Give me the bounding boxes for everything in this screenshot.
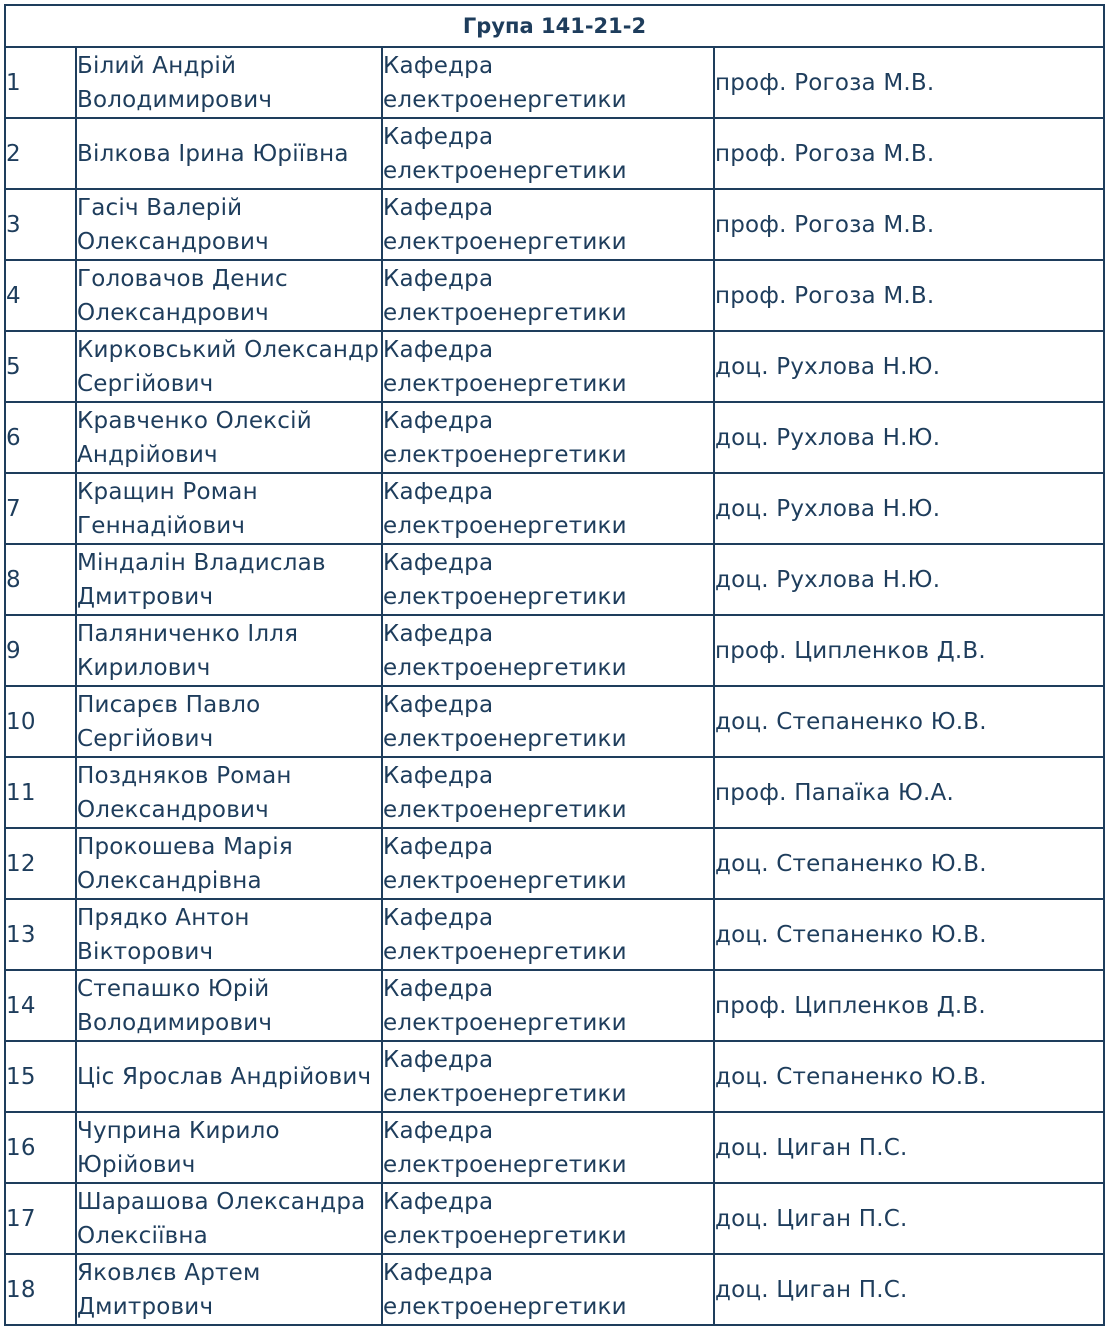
- group-table: [4, 4, 1105, 1326]
- student-name: Писарєв Павло Сергійович: [76, 686, 382, 757]
- student-name: Гасіч Валерій Олександрович: [76, 189, 382, 260]
- title-row: [5, 5, 1104, 47]
- row-number: 11: [5, 757, 76, 828]
- department: Кафедра електроенергетики: [382, 1183, 714, 1254]
- row-number: 7: [5, 473, 76, 544]
- row-number: 18: [5, 1254, 76, 1325]
- department: Кафедра електроенергетики: [382, 757, 714, 828]
- student-name: Кравченко Олексій Андрійович: [76, 402, 382, 473]
- student-name: Чуприна Кирило Юрійович: [76, 1112, 382, 1183]
- student-name: Шарашова Олександра Олексіївна: [76, 1183, 382, 1254]
- table-row: [5, 260, 1104, 331]
- supervisor: проф. Рогоза М.В.: [714, 118, 1104, 189]
- row-number: 14: [5, 970, 76, 1041]
- department: Кафедра електроенергетики: [382, 189, 714, 260]
- student-name: Степашко Юрій Володимирович: [76, 970, 382, 1041]
- supervisor: доц. Рухлова Н.Ю.: [714, 544, 1104, 615]
- student-name: Паляниченко Ілля Кирилович: [76, 615, 382, 686]
- student-name: Прядко Антон Вікторович: [76, 899, 382, 970]
- table-row: [5, 828, 1104, 899]
- supervisor: доц. Степаненко Ю.В.: [714, 828, 1104, 899]
- row-number: 4: [5, 260, 76, 331]
- table-row: [5, 1112, 1104, 1183]
- student-name: Поздняков Роман Олександрович: [76, 757, 382, 828]
- row-number: 12: [5, 828, 76, 899]
- supervisor: проф. Папаїка Ю.А.: [714, 757, 1104, 828]
- department: Кафедра електроенергетики: [382, 970, 714, 1041]
- supervisor: доц. Степаненко Ю.В.: [714, 899, 1104, 970]
- table-row: [5, 331, 1104, 402]
- supervisor: доц. Степаненко Ю.В.: [714, 1041, 1104, 1112]
- supervisor: доц. Рухлова Н.Ю.: [714, 331, 1104, 402]
- student-name: Міндалін Владислав Дмитрович: [76, 544, 382, 615]
- supervisor: доц. Циган П.С.: [714, 1254, 1104, 1325]
- row-number: 16: [5, 1112, 76, 1183]
- row-number: 8: [5, 544, 76, 615]
- table-row: [5, 757, 1104, 828]
- department: Кафедра електроенергетики: [382, 473, 714, 544]
- student-name: Кирковський Олександр Сергійович: [76, 331, 382, 402]
- supervisor: доц. Степаненко Ю.В.: [714, 686, 1104, 757]
- row-number: 3: [5, 189, 76, 260]
- student-name: Білий Андрій Володимирович: [76, 47, 382, 118]
- supervisor: доц. Циган П.С.: [714, 1112, 1104, 1183]
- supervisor: проф. Рогоза М.В.: [714, 260, 1104, 331]
- table-row: [5, 615, 1104, 686]
- supervisor: проф. Рогоза М.В.: [714, 189, 1104, 260]
- table-row: [5, 899, 1104, 970]
- table-row: [5, 1183, 1104, 1254]
- table-row: [5, 544, 1104, 615]
- table-row: [5, 1254, 1104, 1325]
- row-number: 9: [5, 615, 76, 686]
- table-row: [5, 47, 1104, 118]
- department: Кафедра електроенергетики: [382, 828, 714, 899]
- student-name: Вілкова Ірина Юріївна: [76, 118, 382, 189]
- student-name: Головачов Денис Олександрович: [76, 260, 382, 331]
- table-row: [5, 402, 1104, 473]
- department: Кафедра електроенергетики: [382, 1112, 714, 1183]
- row-number: 15: [5, 1041, 76, 1112]
- row-number: 1: [5, 47, 76, 118]
- department: Кафедра електроенергетики: [382, 402, 714, 473]
- row-number: 10: [5, 686, 76, 757]
- table-row: [5, 1041, 1104, 1112]
- department: Кафедра електроенергетики: [382, 260, 714, 331]
- table-row: [5, 970, 1104, 1041]
- table-row: [5, 118, 1104, 189]
- row-number: 5: [5, 331, 76, 402]
- supervisor: доц. Рухлова Н.Ю.: [714, 473, 1104, 544]
- student-name: Прокошева Марія Олександрівна: [76, 828, 382, 899]
- department: Кафедра електроенергетики: [382, 331, 714, 402]
- table-row: [5, 473, 1104, 544]
- group-title: Група 141-21-2: [5, 5, 1104, 47]
- department: Кафедра електроенергетики: [382, 615, 714, 686]
- department: Кафедра електроенергетики: [382, 118, 714, 189]
- department: Кафедра електроенергетики: [382, 1041, 714, 1112]
- supervisor: доц. Рухлова Н.Ю.: [714, 402, 1104, 473]
- supervisor: доц. Циган П.С.: [714, 1183, 1104, 1254]
- department: Кафедра електроенергетики: [382, 899, 714, 970]
- student-name: Цiс Ярослав Андрійович: [76, 1041, 382, 1112]
- department: Кафедра електроенергетики: [382, 1254, 714, 1325]
- table-body: [5, 47, 1104, 1325]
- row-number: 17: [5, 1183, 76, 1254]
- department: Кафедра електроенергетики: [382, 47, 714, 118]
- supervisor: проф. Ципленков Д.В.: [714, 970, 1104, 1041]
- table-row: [5, 189, 1104, 260]
- row-number: 13: [5, 899, 76, 970]
- row-number: 6: [5, 402, 76, 473]
- student-name: Яковлєв Артем Дмитрович: [76, 1254, 382, 1325]
- table-row: [5, 686, 1104, 757]
- supervisor: проф. Ципленков Д.В.: [714, 615, 1104, 686]
- department: Кафедра електроенергетики: [382, 544, 714, 615]
- student-name: Кращин Роман Геннадійович: [76, 473, 382, 544]
- row-number: 2: [5, 118, 76, 189]
- department: Кафедра електроенергетики: [382, 686, 714, 757]
- supervisor: проф. Рогоза М.В.: [714, 47, 1104, 118]
